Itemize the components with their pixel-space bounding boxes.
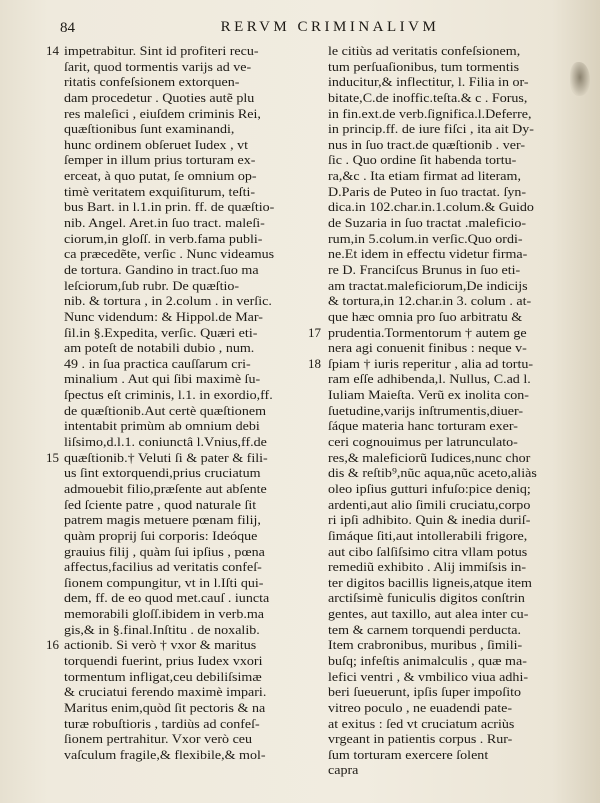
text-line (328, 278, 550, 294)
text-line (64, 231, 320, 247)
line-text: at exitus : ſed vt cruciatum acriùs (328, 715, 515, 731)
text-line (328, 481, 550, 497)
text-line (64, 559, 320, 575)
line-text: liſsimo,d.l.1. coniunctâ l.Vnius,ff.de (64, 434, 267, 450)
line-text: ſáque materia hanc torturam exer- (328, 418, 518, 434)
text-line (328, 215, 550, 231)
text-line (328, 762, 550, 778)
text-line (328, 137, 550, 153)
text-line (46, 43, 320, 59)
text-line (64, 152, 320, 168)
text-line (64, 340, 320, 356)
text-line (328, 434, 550, 450)
text-line (64, 481, 320, 497)
text-line (64, 622, 320, 638)
ink-stain (570, 62, 590, 96)
text-line (64, 309, 320, 325)
line-text: ciorum,in gloſſ. in verb.fama publi- (64, 230, 263, 246)
line-text: actionib. Si verò † vxor & maritus (64, 637, 257, 653)
text-line (64, 199, 320, 215)
line-text: turæ robuſtioris , tardiùs ad confeſ- (64, 715, 260, 731)
line-text: dis & reſtib⁹,nũc aqua,nũc aceto,aliàs (328, 465, 537, 481)
line-text: ſemper in illum prius torturam ex- (64, 152, 256, 168)
text-line (328, 293, 550, 309)
line-text: ne.Et idem in effectu videtur firma- (328, 246, 528, 262)
marginal-note-number: 15 (46, 449, 59, 465)
line-text: impetrabitur. Sint id profiteri recu- (64, 43, 259, 58)
text-line (64, 168, 320, 184)
line-text: quæſtionib.† Veluti ſi & pater & fili- (64, 449, 268, 465)
text-line (64, 731, 320, 747)
line-text: intentabit primùm ab omnium debi (64, 418, 260, 434)
text-line (64, 747, 320, 763)
line-text: buſq; infeſtis animalculis , quæ ma- (328, 652, 527, 668)
line-text: ſpectus eſt criminis, l.1. in exordio,ff. (64, 387, 273, 403)
running-head: RERVM CRIMINALIVM (220, 19, 440, 35)
line-text: remediũ exhibito . Alij immiſsis in- (328, 559, 527, 575)
line-text: beri ſueuerunt, ipſis ſuper impoſito (328, 684, 522, 700)
line-text: tum perſuaſionibus, tum tormentis (328, 58, 520, 74)
line-text: hunc ordinem obſeruet Iudex , vt (64, 136, 249, 152)
text-line (64, 293, 320, 309)
text-line (328, 559, 550, 575)
text-line (328, 90, 550, 106)
text-line (328, 262, 550, 278)
text-line (328, 309, 550, 325)
text-line (64, 371, 320, 387)
text-line (64, 434, 320, 450)
text-line (328, 152, 550, 168)
text-line (328, 43, 550, 59)
line-text: gis,& in §.final.Inſtitu . de noxalib. (64, 621, 260, 637)
line-text: vitreo poculo , ne euadendi pate- (328, 699, 513, 715)
text-line (64, 184, 320, 200)
text-line (328, 387, 550, 403)
line-text: nus in ſuo tract.de quæſtionib . ver- (328, 136, 526, 152)
text-line (328, 731, 550, 747)
text-line (328, 246, 550, 262)
line-text: Iuliam Maieſta. Verũ ex inolita con- (328, 387, 529, 403)
line-text: ſionem pertrahitur. Vxor verò ceu (64, 731, 253, 747)
page-header (0, 10, 600, 40)
line-text: bitate,C.de inoffic.teſta.& c . Forus, (328, 89, 528, 105)
line-text: vrgeant in patientis corpus . Rur- (328, 731, 513, 747)
line-text: & tortura,in 12.char.in 3. colum . at- (328, 293, 532, 309)
text-line (64, 403, 320, 419)
text-line (64, 74, 320, 90)
text-line (64, 262, 320, 278)
line-text: aut cibo ſalſiſsimo citra vllam potus (328, 543, 528, 559)
line-text: de tortura. Gandino in tract.ſuo ma (64, 261, 259, 277)
line-text: bus Bart. in l.1.in prin. ff. de quæſtio- (64, 199, 275, 215)
text-line (328, 637, 550, 653)
text-line (328, 653, 550, 669)
text-line (64, 653, 320, 669)
line-text: ardenti,aut alio ſimili cruciatu,corpo (328, 496, 531, 512)
text-line (328, 199, 550, 215)
line-text: dem, ff. de eo quod met.cauſ . iuncta (64, 590, 270, 606)
text-line (328, 684, 550, 700)
line-text: minalium . Aut qui ſibi maximè ſu- (64, 371, 261, 387)
line-text: lefici ventri , & vmbilico viua adhi- (328, 668, 529, 684)
line-text: ſed ſciente patre , quod naturale ſit (64, 496, 257, 512)
marginal-note-number: 16 (46, 637, 59, 653)
line-text: torquendi fuerint, prius Iudex vxori (64, 652, 263, 668)
text-line (328, 747, 550, 763)
line-text: prudentia.Tormentorum † autem ge (328, 324, 527, 340)
text-line (328, 450, 550, 466)
line-text: vaſculum fragile,& flexibile,& mol- (64, 746, 266, 762)
text-line (64, 684, 320, 700)
line-text: tem & carnem torquendi perducta. (328, 621, 521, 637)
line-text: D.Paris de Puteo in ſuo tractat. ſyn- (328, 183, 527, 199)
left-text-column (46, 43, 320, 762)
text-line (64, 356, 320, 372)
text-line (328, 121, 550, 137)
text-line (64, 121, 320, 137)
text-line (46, 449, 320, 466)
text-line (328, 590, 550, 606)
line-text: ſic . Quo ordine ſit habenda tortu- (328, 152, 517, 168)
text-line (328, 544, 550, 560)
text-line (64, 669, 320, 685)
line-text: ceri cognouimus per latrunculato- (328, 434, 518, 450)
text-line (64, 215, 320, 231)
text-line (328, 403, 550, 419)
text-line (308, 324, 550, 341)
line-text: Nunc videndum: & Hippol.de Mar- (64, 308, 263, 324)
line-text: us ſint extorquendi,prius cruciatum (64, 465, 261, 481)
text-line (328, 231, 550, 247)
line-text: arctiſsimè funiculis digitos conſtrin (328, 590, 525, 606)
line-text: ſimáque ſiti,aut intollerabili frigore, (328, 527, 528, 543)
line-text: tormentum infligat,ceu debiliſsimæ (64, 668, 262, 684)
text-line (64, 575, 320, 591)
text-line (308, 355, 550, 372)
text-line (64, 246, 320, 262)
page-number: 84 (60, 20, 75, 36)
line-text: ram eſſe adhibenda,l. Nullus, C.ad l. (328, 371, 531, 387)
text-line (64, 90, 320, 106)
text-line (64, 278, 320, 294)
line-text: ſarit, quod tormentis varijs ad ve- (64, 58, 252, 74)
line-text: am tractat.maleficiorum,De indicijs (328, 277, 528, 293)
line-text: ra,&c . Ita etiam firmat ad literam, (328, 168, 521, 184)
text-line (328, 184, 550, 200)
text-line (328, 497, 550, 513)
text-line (328, 465, 550, 481)
line-text: ſpiam † iuris reperitur , alia ad tortu- (328, 355, 534, 371)
text-line (64, 716, 320, 732)
line-text: leſciorum,ſub rubr. De quæſtio- (64, 277, 240, 293)
text-line (64, 528, 320, 544)
line-text: le citiùs ad veritatis confeſsionem, (328, 43, 521, 58)
line-text: ſum torturam exercere ſolent (328, 746, 489, 762)
text-line (328, 700, 550, 716)
text-line (328, 528, 550, 544)
text-line (64, 418, 320, 434)
marginal-note-number: 14 (46, 43, 59, 58)
line-text: admouebit filio,præſente aut abſente (64, 480, 267, 496)
text-line (64, 606, 320, 622)
line-text: & cruciatui ferendo maximè impari. (64, 684, 267, 700)
text-line (46, 637, 320, 653)
line-text: de Suzaria in ſuo tractat .maleficio- (328, 215, 527, 231)
text-line (328, 59, 550, 75)
text-line (328, 622, 550, 638)
text-line (328, 340, 550, 356)
line-text: que hæc omnia pro ſuo arbitratu & (328, 308, 523, 324)
line-text: res,& maleficiorũ Iudices,nunc chor (328, 449, 531, 465)
line-text: in fin.ext.de verb.ſignifica.l.Deferre, (328, 105, 532, 121)
line-text: quæſtionibus ſunt examinandi, (64, 121, 235, 137)
line-text: rum,in 5.colum.in verſic.Quo ordi- (328, 230, 523, 246)
right-text-column (308, 43, 550, 778)
line-text: ri ipſi adhibito. Quin & inedia duriſ- (328, 512, 531, 528)
line-text: dam procedetur . Quoties autẽ plu (64, 89, 255, 105)
line-text: inducitur,& inflectitur, l. Filia in or- (328, 74, 529, 90)
line-text: in princip.ff. de iure fiſci , ita ait Dy- (328, 121, 534, 137)
text-line (64, 137, 320, 153)
text-line (328, 168, 550, 184)
line-text: quàm proprij ſui corporis: Ideóque (64, 527, 258, 543)
marginal-note-number: 17 (308, 324, 321, 340)
line-text: nib. Angel. Aret.in ſuo tract. maleſi- (64, 215, 265, 231)
text-line (64, 387, 320, 403)
text-line (328, 418, 550, 434)
line-text: memorabili gloſſ.ibidem in verb.ma (64, 606, 265, 622)
line-text: ſuetudine,varijs inſtrumentis,diuer- (328, 402, 524, 418)
line-text: gentes, aut taxillo, aut alea inter cu- (328, 606, 529, 622)
text-line (64, 325, 320, 341)
text-line (64, 465, 320, 481)
text-line (64, 59, 320, 75)
line-text: affectus,facilius ad veritatis confeſ- (64, 559, 262, 575)
line-text: dica.in 102.char.in.1.colum.& Guido (328, 199, 534, 215)
line-text: nera agi conuenit finibus : neque v- (328, 340, 527, 356)
text-line (328, 669, 550, 685)
line-text: ca præcedẽte, verſic . Nunc videamus (64, 246, 275, 262)
line-text: re D. Franciſcus Brunus in ſuo eti- (328, 261, 521, 277)
line-text: am poteſt de notabili dubio , num. (64, 340, 255, 356)
line-text: ter digitos bacillis ligneis,atque item (328, 574, 532, 590)
line-text: nib. & tortura , in 2.colum . in verſic. (64, 293, 272, 309)
text-line (328, 575, 550, 591)
text-line (64, 590, 320, 606)
text-line (64, 512, 320, 528)
line-text: grauius filij , quàm ſui ipſius , pœna (64, 543, 265, 559)
text-line (328, 512, 550, 528)
text-line (328, 606, 550, 622)
marginal-note-number: 18 (308, 355, 321, 371)
text-line (328, 716, 550, 732)
text-line (328, 106, 550, 122)
text-line (64, 544, 320, 560)
line-text: ſionem compungitur, vt in l.Iſti qui- (64, 574, 264, 590)
text-line (64, 497, 320, 513)
line-text: 49 . in ſua practica cauſſarum cri- (64, 355, 251, 371)
text-line (328, 74, 550, 90)
line-text: de quæſtionib.Aut certè quæſtionem (64, 402, 266, 418)
line-text: capra (328, 762, 359, 778)
line-text: ritatis confeſsionem extorquen- (64, 74, 240, 90)
line-text: res maleſici , eiuſdem criminis Rei, (64, 105, 261, 121)
line-text: Maritus enim,quòd ſit pectoris & na (64, 699, 266, 715)
text-line (64, 700, 320, 716)
text-line (328, 371, 550, 387)
text-line (64, 106, 320, 122)
line-text: patrem magis metuere pœnam filij, (64, 512, 261, 528)
line-text: timè veritatem exquiſiturum, teſti- (64, 183, 256, 199)
line-text: erceat, à quo putat, ſe omnium op- (64, 168, 257, 184)
line-text: ſil.in §.Expedita, verſic. Quæri eti- (64, 324, 258, 340)
line-text: Item crabronibus, muribus , ſimili- (328, 637, 523, 653)
line-text: oleo ipſius gutturi infuſo:pice deniq; (328, 480, 531, 496)
